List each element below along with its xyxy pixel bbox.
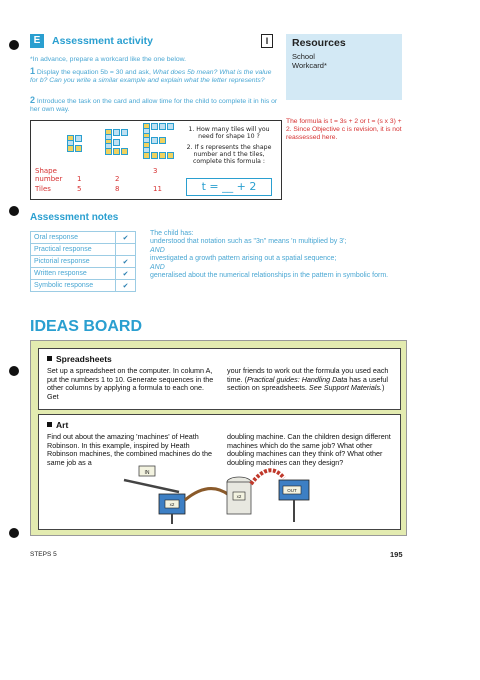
panel-heading [47,420,68,430]
text-span: your friends to work out the formula you used each time. ( [227,366,389,384]
step-2 [30,96,280,115]
step-question: What does 5b mean? What is the value for b? Can you write a similar example and explain what the letter represents? [30,69,272,85]
tile [159,123,166,130]
tile [113,139,120,146]
teacher-note: The formula is t = 3s + 2 or t = (s x 3) + 2. Since Objective c is revision, it is not reassessed here. [286,118,402,141]
text-span: has a useful section on spreadsheets. [227,374,389,393]
notes-and: AND [150,246,165,254]
check-icon: ✔ [116,268,136,280]
step-number: 2 [30,95,36,105]
ideas-board [30,340,407,536]
panel-text: Find out about the amazing 'machines' of Heath Robinson. In this example, inspired by Heath Robinson machines, the combined machines do the same job as a [47,432,213,467]
binder-hole [9,528,19,538]
art-panel [38,414,401,530]
individual-badge: I [261,34,273,48]
check-icon [116,244,136,256]
question-1: 1. How many tiles will you need for shape 10 ? [188,126,270,141]
tile [105,148,112,155]
shape-number: 3 [153,167,158,175]
doubling-machine-illustration [119,460,319,528]
in-label: IN [144,470,150,476]
workcard [30,120,282,200]
tile [143,152,150,159]
step-number: 1 [30,66,36,76]
notes-intro: The child has: [150,230,194,237]
out-label: OUT [287,488,297,493]
panel-text: Set up a spreadsheet on the computer. In column A, put the numbers 1 to 10. Generate sequences in the other columns by applying a formula to each one. Get [47,366,214,401]
tile [167,152,174,159]
number-label: number [35,175,63,183]
activity-title: Assessment activity [52,35,153,47]
page-number: 195 [390,550,403,559]
tile [67,145,74,152]
step-text: Display the equation 5b = 30 and ask, [36,69,151,76]
tile [159,152,166,159]
table-row [31,280,136,292]
text-span: ) [382,383,385,393]
step-text: Introduce the task on the card and allow time for the child to complete it in his or her own way. [30,98,278,114]
resources-title: Resources [292,37,346,49]
resources-box [286,34,402,100]
response-label: Oral response [31,232,116,244]
notes-criterion: investigated a growth pattern arising out a spatial sequence; [150,255,337,263]
panel-heading-text: Art [56,420,69,430]
activity-header [30,34,280,50]
check-icon: ✔ [116,256,136,268]
table-row [31,268,136,280]
tile [113,148,120,155]
response-label: Practical response [31,244,116,256]
binder-hole [9,206,19,216]
table-row [31,256,136,268]
question-2: 2. If s represents the shape number and t the tiles, complete this formula : [186,144,272,166]
check-icon: ✔ [116,280,136,292]
formula-box: t = __ + 2 [186,178,272,196]
bullet-icon [47,422,52,427]
section-badge: E [30,34,44,48]
response-label: Pictorial response [31,256,116,268]
text-span: Practical guides: Handling Data [246,374,348,384]
notes-criterion: understood that notation such as "3n" means 'n multiplied by 3'; [150,238,347,246]
shape-number: 2 [115,175,120,183]
tile [121,148,128,155]
resource-item: School [292,52,315,61]
footer-book-title: STEPS 5 [30,551,57,558]
ideas-board-title: IDEAS BOARD [30,318,143,335]
notes-and: AND [150,263,165,271]
tile [151,152,158,159]
tile [113,129,120,136]
tile-count: 8 [115,185,120,193]
x2-label: x2 [236,494,242,499]
tile-count: 5 [77,185,82,193]
bullet-icon [47,356,52,361]
step-1 [30,67,280,86]
tile [167,123,174,130]
response-label: Symbolic response [31,280,116,292]
response-table [30,231,136,292]
intro-line: *In advance, prepare a workcard like the one below. [30,56,187,63]
resource-item: Workcard* [292,61,327,70]
tile-count: 11 [153,185,162,193]
panel-heading-text: Spreadsheets [56,354,112,364]
panel-heading [47,354,112,364]
text-span: See Support Materials. [308,383,383,393]
tile [121,129,128,136]
response-label: Written response [31,268,116,280]
tile [151,137,158,144]
tile [75,145,82,152]
binder-hole [9,40,19,50]
notes-title: Assessment notes [30,212,119,223]
spreadsheets-panel [38,348,401,410]
tiles-label: Tiles [35,185,51,193]
table-row [31,232,136,244]
check-icon: ✔ [116,232,136,244]
x2-label: x2 [169,502,175,507]
panel-text [227,367,397,393]
tile [159,137,166,144]
panel-text: doubling machine. Can the children design different machines which do the same job? What other doubling machines can they think of? What other doubling machines can they design? [227,432,391,467]
tile [151,123,158,130]
notes-criterion: generalised about the numerical relationships in the pattern in symbolic form. [150,272,389,280]
shape-number: 1 [77,175,82,183]
tile [75,135,82,142]
binder-hole [9,366,19,376]
notes-text [150,230,400,280]
table-row [31,244,136,256]
shape-label: Shape [35,167,57,175]
